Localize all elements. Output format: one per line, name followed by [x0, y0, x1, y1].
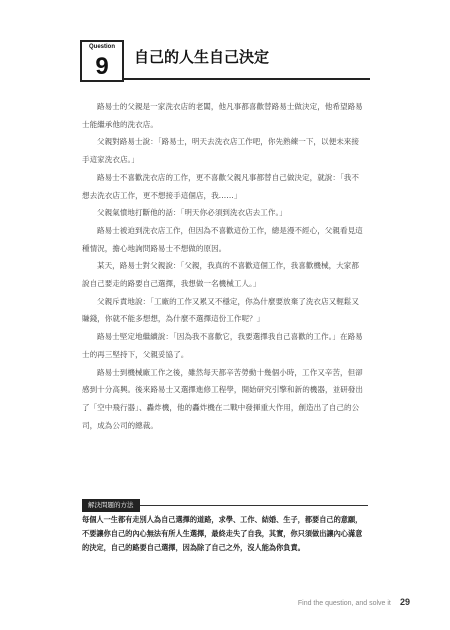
footer-tagline: Find the question, and solve it [297, 600, 391, 607]
title-underline [124, 78, 370, 80]
paragraph: 父親斥責地說：「工廠的工作又累又不穩定，你為什麼要放棄了洗衣店又輕鬆又賺錢，你就不能多想想，為什麼不選擇這份工作呢？」 [82, 296, 359, 324]
page-footer [270, 590, 410, 609]
paragraph: 路易士不喜歡洗衣店的工作，更不喜歡父親凡事都替自己做決定，就說：「我不想去洗衣店工作，更不想接手這個店，我……」 [82, 172, 359, 200]
question-label: Question [88, 44, 115, 50]
paragraph: 父親對路易士說：「路易士，明天去洗衣店工作吧，你先熟練一下，以便未來接手這家洗衣店。」 [82, 137, 359, 165]
question-number: 9 [95, 53, 109, 80]
solution-heading-bar [82, 492, 368, 509]
paragraph: 路易士被迫到洗衣店工作，但因為不喜歡這份工作，總是漫不經心，父親看見這種情況，擔心地詢問路易士不想做的原因。 [82, 225, 363, 253]
paragraph: 路易士的父親是一家洗衣店的老闆，他凡事都喜歡替路易士做決定，他希望路易士能繼承他的洗衣店。 [82, 102, 363, 129]
solution-text: 每個人一生都有走別人為自己選擇的道路，求學、工作、結婚、生子，都要自己的意願，不要讓你自己的內心無法有所人生選擇，最終走失了自我，其實，你只須做出讓內心滿意的決定，自己的路要自己選擇，因為除了自己之外，沒人能為你負責。 [82, 515, 363, 552]
solution-heading: 解決問題的方法 [82, 499, 140, 512]
paragraph: 某天，路易士對父親說：「父親，我真的不喜歡這個工作，我喜歡機械，大家都說自己要走的路要自己選擇，我想做一名機械工人。」 [82, 261, 359, 289]
solution-box [82, 513, 366, 554]
question-badge [80, 40, 124, 82]
page-number: 29 [399, 597, 410, 607]
paragraph: 路易士到機械廠工作之後，雖然每天都辛苦勞動十幾個小時，工作又辛苦，但卻感到十分高興。後來路易士又選擇進修工程學，開始研究引擎和新的機器，並研發出了「空中飛行器」、轟炸機，他的轟炸機在二戰中發揮重大作用，創造出了自己的公司，成為公司的總裁。 [82, 367, 363, 430]
chapter-title: 自己的人生自己決定 [134, 48, 270, 66]
body-text [82, 98, 366, 434]
paragraph: 路易士堅定地繼續說：「因為我不喜歡它，我要選擇我自己喜歡的工作。」在路易士的再三堅持下，父親妥協了。 [82, 332, 363, 359]
paragraph: 父親氣憤地打斷他的話：「明天你必須到洗衣店去工作。」 [97, 208, 287, 218]
